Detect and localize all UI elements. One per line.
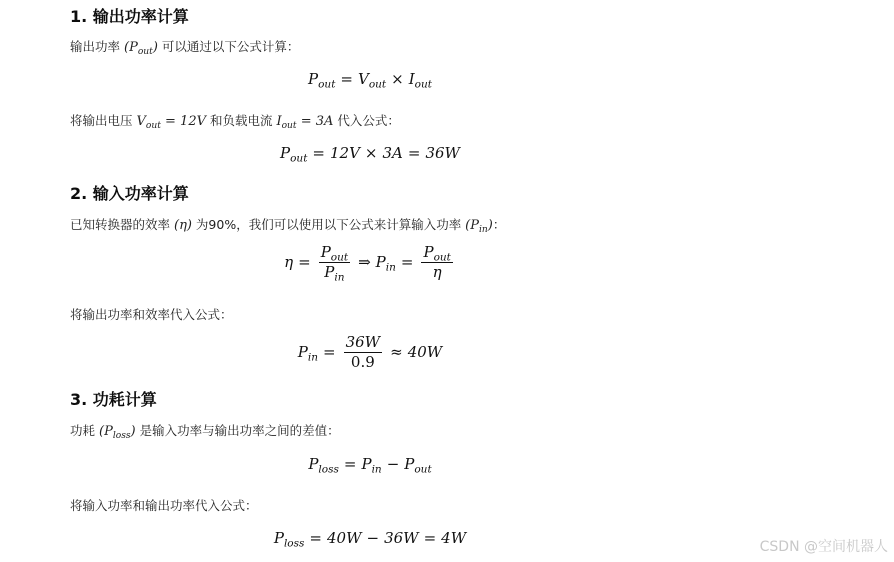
formula-efficiency: η = $\frac{P_{out}}{P_{in}}$ ⇒ $P_{in}$ = $\frac{P_{out}}{\eta}$ <box>284 243 451 284</box>
formula-output-power: $P_{out} = V_{out} \times I_{out}$ <box>308 70 432 91</box>
section-heading-input-power: 2. 输入功率计算 <box>70 184 189 203</box>
fraction-pout-eta: $\frac{P_{out}}{\eta}$ <box>423 243 451 282</box>
math-inline: $(P_{out})$ <box>123 40 158 58</box>
fraction-pout-pin: $\frac{P_{out}}{P_{in}}$ <box>320 243 349 284</box>
formula-power-loss: $P_{loss} = P_{in} - P_{out}$ <box>308 455 432 476</box>
power-loss-intro: 功耗 $(P_{loss})$ 是输入功率与输出功率之间的差值： <box>70 423 340 442</box>
section-heading-output-power: 1. 输出功率计算 <box>70 7 189 26</box>
section-heading-power-loss: 3. 功耗计算 <box>70 390 157 409</box>
power-loss-substitution-text: 将输入功率和输出功率代入公式： <box>70 498 258 513</box>
input-power-substitution-text: 将输出功率和效率代入公式： <box>70 307 233 322</box>
fraction-36w-0.9: $\frac{36W}{0.9}$ <box>345 333 381 372</box>
formula-power-loss-value: $P_{loss} = 40W - 36W = 4W$ <box>273 529 467 550</box>
output-power-intro <box>70 37 300 58</box>
intro-text: 输出功率 <box>70 39 124 54</box>
intro-text-after: 可以通过以下公式计算： <box>157 39 300 54</box>
input-power-intro: 已知转换器的效率 (η) 为90%，我们可以使用以下公式来计算输入功率 $(P_{in})$： <box>70 217 506 236</box>
formula-input-power-value: $P_{in}$ = $\frac{36W}{0.9}$ ≈ 40W <box>297 333 443 372</box>
output-power-substitution-text: 将输出电压 $V_{out} = 12V$ 和负载电流 $I_{out} = 3A$ 代入公式： <box>70 113 400 132</box>
formula-output-power-value: $P_{out} = 12V \times 3A = 36W$ <box>280 144 460 165</box>
csdn-watermark: CSDN @空间机器人 <box>759 539 888 555</box>
